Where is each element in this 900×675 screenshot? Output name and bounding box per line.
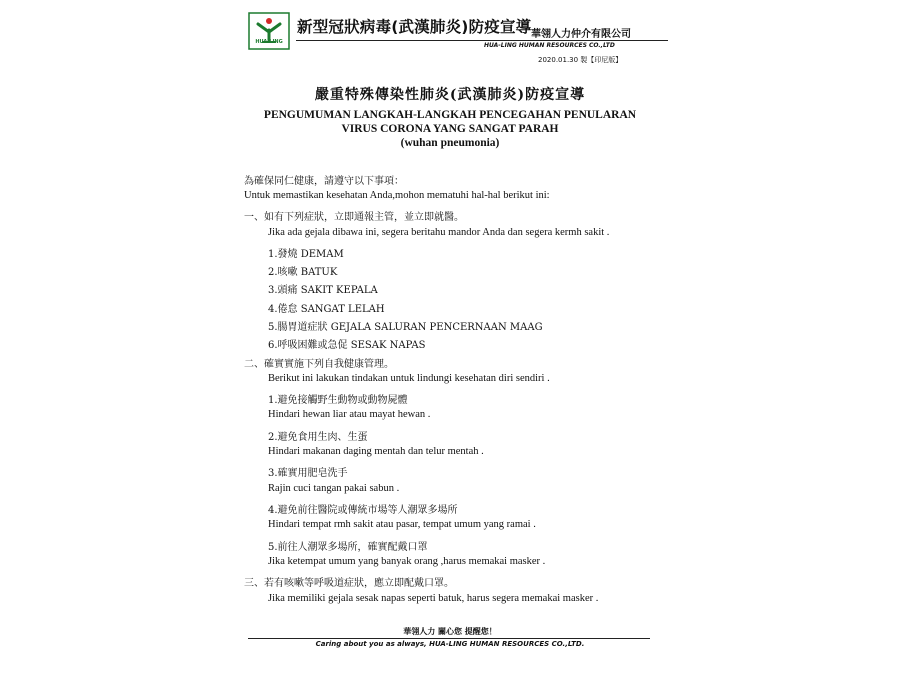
header-divider	[296, 40, 668, 41]
measure-item-id: Hindari hewan liar atau mayat hewan .	[268, 409, 431, 420]
symptom-item: 4.倦怠 SANGAT LELAH	[268, 304, 385, 315]
document-title-id-line3: (wuhan pneumonia)	[400, 137, 500, 149]
header-title: 新型冠狀病毒(武漢肺炎)防疫宣導	[297, 18, 532, 36]
section-1-heading: 一、如有下列症狀，立即通報主管，並立即就醫。	[244, 212, 464, 223]
document-title-zh: 嚴重特殊傳染性肺炎(武漢肺炎)防疫宣導	[314, 87, 586, 103]
measure-item-zh: 2.避免食用生肉、生蛋	[268, 432, 368, 443]
measure-item-id: Hindari tempat rmh sakit atau pasar, tempat umum yang ramai .	[268, 519, 536, 530]
footer-zh: 華翎人力 關心您 提醒您！	[403, 627, 497, 636]
footer-en: Caring about you as always, HUA-LING HUMAN RESOURCES CO.,LTD.	[315, 640, 585, 648]
section-2-text: Berikut ini lakukan tindakan untuk lindungi kesehatan diri sendiri .	[268, 373, 550, 384]
header-company-en: HUA-LING HUMAN RESOURCES CO.,LTD	[484, 42, 615, 49]
section-3-heading: 三、若有咳嗽等呼吸道症狀，應立即配戴口罩。	[244, 578, 454, 589]
header-date-note: 2020.01.30 製【印尼版】	[538, 56, 623, 64]
document-title-id-line2: VIRUS CORONA YANG SANGAT PARAH	[341, 123, 559, 135]
intro-zh: 為確保同仁健康，請遵守以下事項：	[244, 176, 404, 187]
footer-divider	[248, 638, 650, 639]
document-title-id-line1: PENGUMUMAN LANGKAH-LANGKAH PENCEGAHAN PENULARAN	[263, 109, 637, 121]
logo-text: HUA-LING	[255, 39, 283, 45]
measure-item-id: Rajin cuci tangan pakai sabun .	[268, 483, 400, 494]
header-company-zh: 華翎人力仲介有限公司	[531, 29, 631, 40]
section-3-text: Jika memiliki gejala sesak napas seperti batuk, harus segera memakai masker .	[268, 593, 599, 604]
symptom-item: 1.發燒 DEMAM	[268, 249, 344, 260]
measure-item-zh: 4.避免前往醫院或傳統市場等人潮眾多場所	[268, 505, 458, 516]
symptom-item: 2.咳嗽 BATUK	[268, 267, 338, 278]
symptom-item: 6.呼吸困難或急促 SESAK NAPAS	[268, 340, 426, 351]
measure-item-zh: 3.確實用肥皂洗手	[268, 468, 348, 479]
measure-item-id: Hindari makanan daging mentah dan telur mentah .	[268, 446, 484, 457]
measure-item-id: Jika ketempat umum yang banyak orang ,harus memakai masker .	[268, 556, 546, 567]
measure-item-zh: 1.避免接觸野生動物或動物屍體	[268, 395, 408, 406]
symptom-item: 5.腸胃道症狀 GEJALA SALURAN PENCERNAAN MAAG	[268, 322, 543, 333]
symptom-item: 3.頭痛 SAKIT KEPALA	[268, 285, 378, 296]
intro-id: Untuk memastikan kesehatan Anda,mohon mematuhi hal-hal berikut ini:	[244, 190, 550, 201]
section-1-text: Jika ada gejala dibawa ini, segera beritahu mandor Anda dan segera kermh sakit .	[268, 227, 610, 238]
section-2-heading: 二、確實實施下列自我健康管理。	[244, 359, 394, 370]
measure-item-zh: 5.前往人潮眾多場所，確實配戴口罩	[268, 542, 428, 553]
